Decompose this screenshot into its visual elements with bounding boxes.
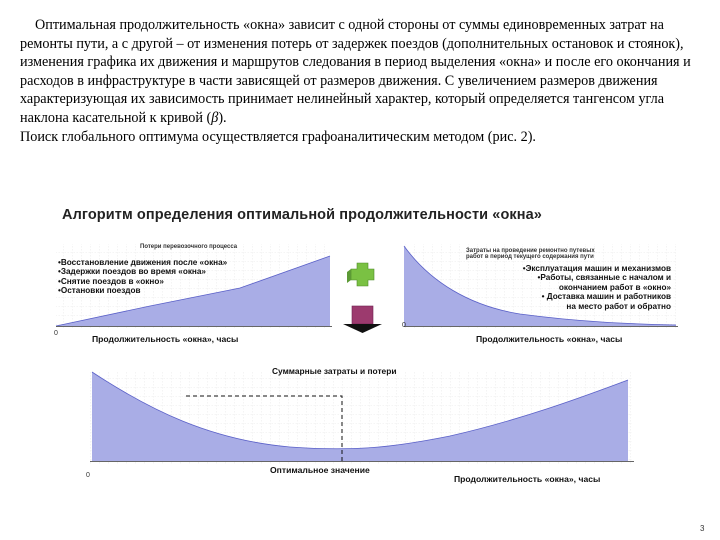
bottom-axis-zero: 0 [86, 472, 90, 479]
diagram-title: Алгоритм определения оптимальной продолжительности «окна» [62, 207, 542, 223]
paragraph-2: Поиск глобального оптимума осуществляется графоаналитическим методом (рис. 2). [20, 128, 536, 145]
page-number: 3 [700, 524, 705, 533]
left-legend-item: •Задержки поездов во время «окна» [58, 267, 206, 277]
right-legend-item: •Эксплуатация машин и механизмов [522, 264, 671, 273]
left-panel-title: Потери перевозочного процесса [140, 244, 238, 250]
paragraph-1-text: Оптимальная продолжительность «окна» зависит с одной стороны от суммы единовременных затрат на ремонты пути, а с другой – от изменения потерь от задержек поездов (дополнительных остановок и стоянок), изменения графика их движения и маршрутов следования в период выделения «окна» и после его окончания и расходов в инфраструктуре в части зависящей от размеров движения. С увеличением размеров движения характеризующая их зависимость принимает нелинейный характер, который определяется тангенсом угла наклона касательной к кривой ( [20, 17, 691, 126]
optimum-label: Оптимальное значение [270, 465, 370, 475]
right-panel-legend [476, 264, 671, 311]
left-axis-label: Продолжительность «окна», часы [92, 334, 239, 344]
bottom-panel-title: Суммарные затраты и потери [272, 366, 397, 376]
bottom-axis-label: Продолжительность «окна», часы [454, 474, 601, 484]
right-panel-title [466, 248, 595, 260]
right-legend-item: окончанием работ в «окно» [558, 282, 671, 292]
left-legend-item: •Остановки поездов [58, 286, 141, 296]
left-legend-item: •Восстановление движения после «окна» [58, 258, 228, 267]
right-legend-item: • Доставка машин и работников [541, 292, 671, 302]
right-axis-label: Продолжительность «окна», часы [476, 334, 623, 344]
down-arrow-icon [343, 306, 382, 333]
left-legend-item: •Снятие поездов в «окно» [58, 276, 164, 286]
right-panel-title-line: Затраты на проведение ремонтно путевых [466, 248, 595, 254]
bottom-panel-chart [90, 372, 634, 464]
paragraph-1-end: ). [218, 109, 227, 126]
right-axis-zero: 0 [402, 322, 406, 329]
beta-symbol: β [211, 109, 219, 126]
right-panel-title-line: работ в период текущего содержания пути [466, 254, 594, 260]
right-legend-item: •Работы, связанные с началом и [537, 273, 671, 283]
left-axis-zero: 0 [54, 330, 58, 337]
left-panel-legend [58, 258, 227, 296]
plus-icon [347, 263, 374, 286]
right-legend-item: на место работ и обратно [566, 301, 671, 311]
